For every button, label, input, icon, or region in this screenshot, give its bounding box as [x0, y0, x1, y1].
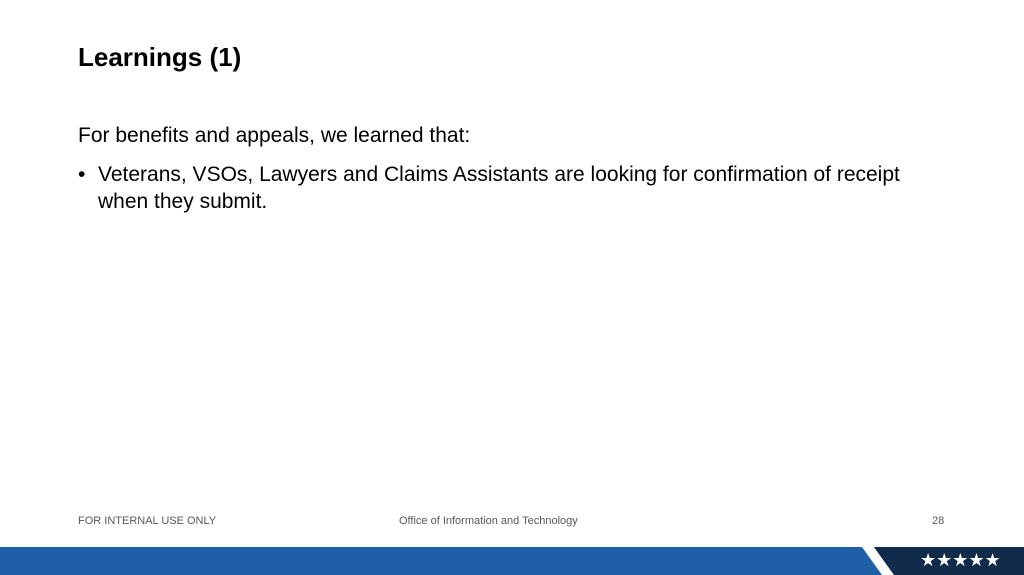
- footer-page-number: 28: [932, 515, 945, 527]
- bullet-item: [78, 161, 938, 215]
- bullet-list: [78, 161, 938, 215]
- stars-icon: ★★★★★: [920, 550, 1001, 571]
- intro-text: For benefits and appeals, we learned that:: [78, 124, 471, 147]
- slide-body: [78, 122, 938, 215]
- brand-band-graphic: [0, 547, 1024, 575]
- bullet-marker: •: [78, 163, 86, 186]
- footer-organization: Office of Information and Technology: [399, 515, 578, 527]
- brand-band: [0, 547, 1024, 575]
- footer-classification: FOR INTERNAL USE ONLY: [78, 515, 217, 527]
- slide-title: Learnings (1): [78, 42, 242, 72]
- bullet-text: Veterans, VSOs, Lawyers and Claims Assistants are looking for confirmation of receipt when they submit.: [98, 163, 900, 213]
